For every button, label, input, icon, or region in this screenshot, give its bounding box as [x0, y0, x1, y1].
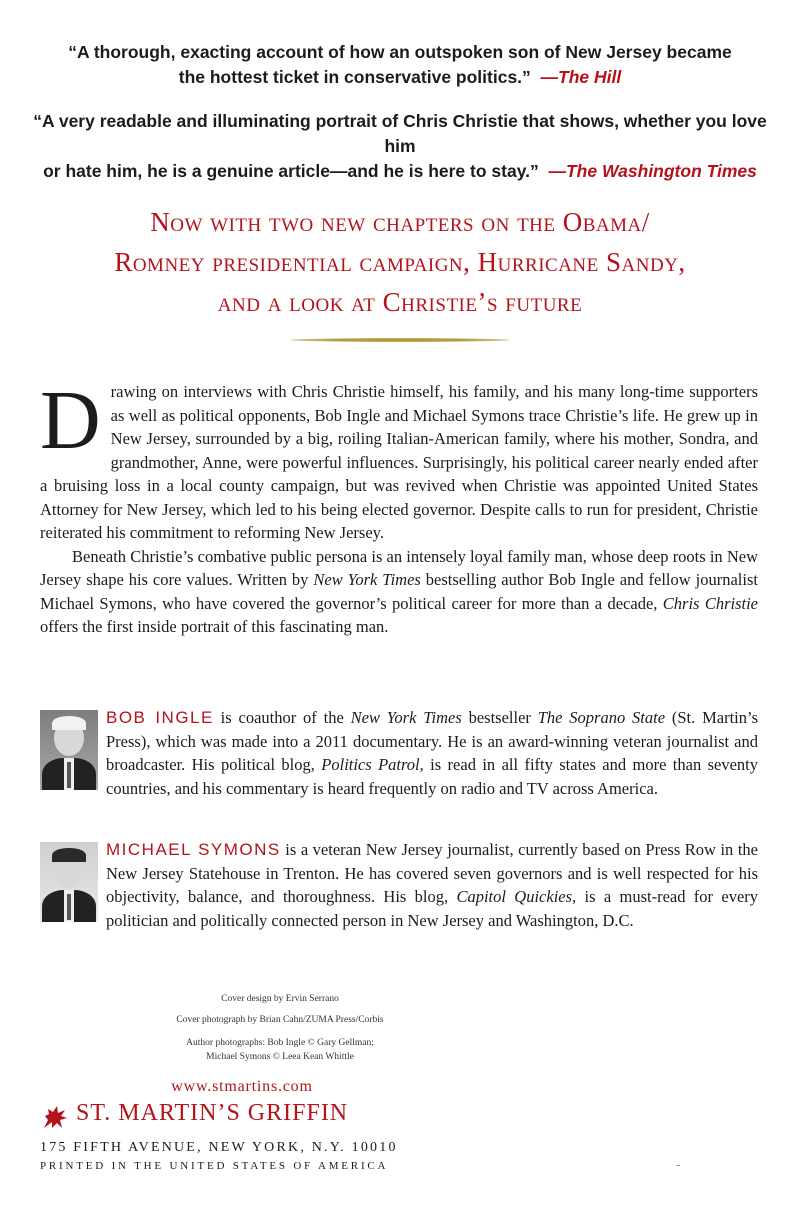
griffin-logo-icon — [40, 1102, 70, 1132]
review-quote: “A very readable and illuminating portrait of Chris Christie that shows, whether you love him or hate him, he is a genuine article—and he is here to stay.” —The Washington Times — [33, 111, 767, 181]
divider — [676, 1165, 680, 1166]
author-bio-symons: MICHAEL SYMONS is a veteran New Jersey journalist, currently based on Press Row in the New Jersey Statehouse in Trenton. He has covered seven governors and is well respected for his objectivity, balance, and thoroughness. His blog, Capitol Quickies, is a must-read for every politician and politically connected person in New Jersey and Washington, D.C. — [40, 838, 758, 932]
author-name: BOB INGLE — [106, 708, 214, 727]
author-name: MICHAEL SYMONS — [106, 840, 281, 859]
review-quotes — [20, 40, 780, 203]
author-photo-credit: Author photographs: Bob Ingle © Gary Gellman; Michael Symons © Leea Kean Whittle — [186, 1038, 374, 1062]
tagline: Now with two new chapters on the Obama/ Romney presidential campaign, Hurricane Sandy, and a look at Christie’s future — [114, 207, 686, 317]
book-description — [40, 374, 758, 639]
publisher-name: ST. MARTIN’S GRIFFIN — [76, 1100, 349, 1126]
cover-photo-credit: Cover photograph by Brian Cahn/ZUMA Press/Corbis — [176, 1015, 384, 1025]
publisher-address: 175 FIFTH AVENUE, NEW YORK, N.Y. 10010 — [40, 1140, 398, 1155]
decorative-rule — [290, 338, 510, 342]
author-bio-ingle: BOB INGLE is coauthor of the New York Times bestseller The Soprano State (St. Martin’s Press), which was made into a 2011 documentary. He is an award-winning veteran journalist and broadcaster. His political blog, Politics Patrol, is read in all fifty states and more than seventy countries, and his commentary is heard frequently on radio and TV across America. — [40, 706, 758, 800]
printed-in-notice: PRINTED IN THE UNITED STATES OF AMERICA — [40, 1160, 389, 1172]
author-photo — [40, 710, 98, 790]
cover-design-credit: Cover design by Ervin Serrano — [221, 994, 339, 1004]
publisher-url-link[interactable]: www.stmartins.com — [171, 1078, 313, 1095]
review-quote: “A thorough, exacting account of how an outspoken son of New Jersey became the hottest ticket in conservative politics.” —The Hill — [68, 42, 732, 87]
author-photo — [40, 842, 98, 922]
drop-cap: D — [40, 374, 101, 467]
description-paragraph: Beneath Christie’s combative public persona is an intensely loyal family man, whose deep roots in New Jersey shape his core values. Written by New York Times bestselling author Bob Ingle and fellow journalist Michael Symons, who have covered the governor’s political career for more than a decade, Chris Christie offers the first inside portrait of this fascinating man. — [40, 546, 758, 636]
quote-source: —The Hill — [540, 67, 622, 87]
description-paragraph: Drawing on interviews with Chris Christie himself, his family, and his many long-time supporters as well as political opponents, Bob Ingle and Michael Symons trace Christie’s life. He grew up in New Jersey, surrounded by a big, roiling Italian-American family, where his mother, Sondra, and grandmother, Anne, were powerful influences. Surprisingly, his political career nearly ended after a bruising loss in a local county campaign, but was revived when Christie was appointed United States Attorney for New Jersey, which led to his being elected governor. Despite calls to run for president, Christie reiterated his commitment to reforming New Jersey. — [40, 374, 758, 542]
quote-source: —The Washington Times — [548, 161, 757, 181]
